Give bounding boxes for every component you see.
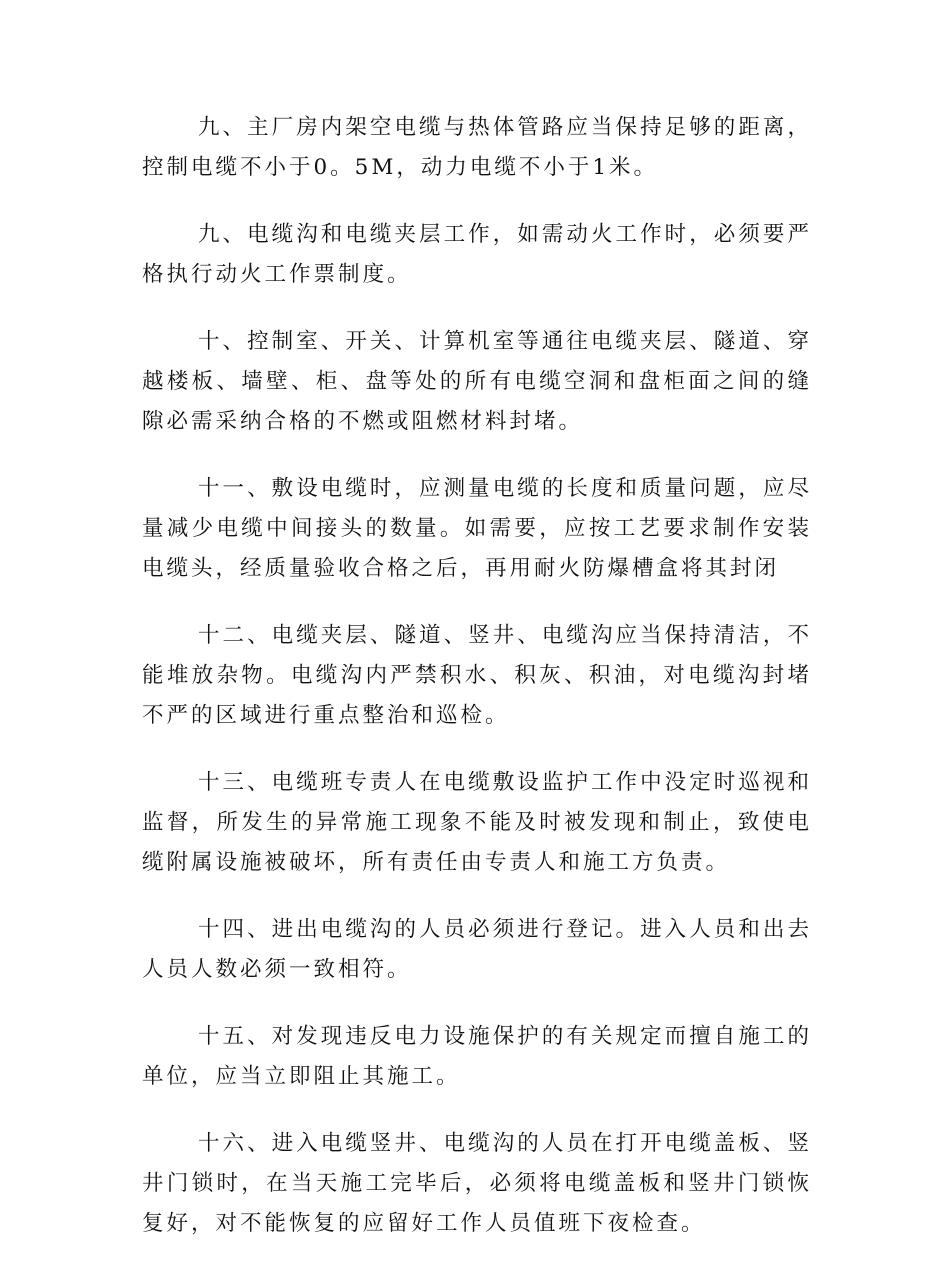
paragraph-11: 十一、敷设电缆时，应测量电缆的长度和质量问题，应尽量减少电缆中间接头的数量。如需要，应按工艺要求制作安装电缆头，经质量验收合格之后，再用耐火防爆槽盒将其封闭 — [142, 476, 812, 581]
paragraph-16: 十六、进入电缆竖井、电缆沟的人员在打开电缆盖板、竖井门锁时，在当天施工完毕后，必须将电缆盖板和竖井门锁恢复好，对不能恢复的应留好工作人员值班下夜检查。 — [142, 1131, 812, 1236]
paragraph-13: 十三、电缆班专责人在电缆敷设监护工作中没定时巡视和监督，所发生的异常施工现象不能及时被发现和制止，致使电缆附属设施被破坏，所有责任由专责人和施工方负责。 — [142, 770, 812, 875]
paragraph-10: 十、控制室、开关、计算机室等通往电缆夹层、隧道、穿越楼板、墙壁、柜、盘等处的所有电缆空洞和盘柜面之间的缝隙必需采纳合格的不燃或阻燃材料封堵。 — [142, 329, 812, 434]
paragraph-15: 十五、对发现违反电力设施保护的有关规定而擅自施工的单位，应当立即阻止其施工。 — [142, 1024, 812, 1089]
paragraph-9a: 九、主厂房内架空电缆与热体管路应当保持足够的距离，控制电缆不小于0。5M，动力电缆不小于1米。 — [142, 115, 812, 180]
paragraph-9b: 九、电缆沟和电缆夹层工作，如需动火工作时，必须要严格执行动火工作票制度。 — [142, 222, 812, 287]
document-body — [142, 108, 812, 1271]
paragraph-14: 十四、进出电缆沟的人员必须进行登记。进入人员和出去人员人数必须一致相符。 — [142, 917, 812, 982]
paragraph-12: 十二、电缆夹层、隧道、竖井、电缆沟应当保持清洁，不能堆放杂物。电缆沟内严禁积水、积灰、积油，对电缆沟封堵不严的区域进行重点整治和巡检。 — [142, 623, 812, 728]
